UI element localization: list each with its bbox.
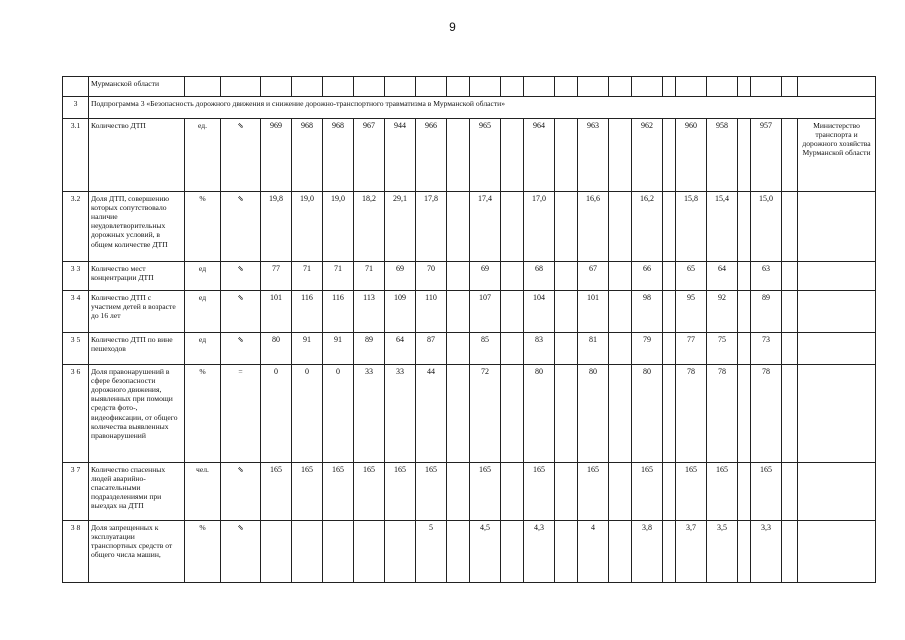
value-cell — [609, 192, 632, 262]
value-cell: 101 — [261, 291, 292, 333]
unit-cell: ед — [185, 333, 221, 365]
value-cell — [663, 521, 676, 583]
indicator-name: Доля запрещенных к эксплуатации транспортных средств от общего числа машин, — [89, 521, 185, 583]
value-cell: 72 — [470, 365, 501, 463]
value-cell — [447, 119, 470, 192]
indicator-name: Количество мест концентрации ДТП — [89, 262, 185, 291]
row-number: 3.2 — [63, 192, 89, 262]
trend-icon: ⇘ — [221, 192, 261, 262]
value-cell: 957 — [751, 119, 782, 192]
value-cell: 4,5 — [470, 521, 501, 583]
value-cell — [501, 365, 524, 463]
value-cell: 165 — [578, 463, 609, 521]
cell-indicator: Мурманской области — [89, 77, 185, 97]
trend-icon: ⇘ — [221, 521, 261, 583]
value-cell: 87 — [416, 333, 447, 365]
trend-icon: = — [221, 365, 261, 463]
unit-cell: чел. — [185, 463, 221, 521]
value-cell — [663, 291, 676, 333]
value-cell: 91 — [292, 333, 323, 365]
subprogram-number: 3 — [63, 97, 89, 119]
value-cell: 69 — [385, 262, 416, 291]
value-cell: 165 — [354, 463, 385, 521]
value-cell — [738, 291, 751, 333]
unit-cell: ед — [185, 262, 221, 291]
value-cell — [609, 119, 632, 192]
value-cell: 17,0 — [524, 192, 555, 262]
value-cell — [738, 463, 751, 521]
value-cell: 80 — [524, 365, 555, 463]
value-cell: 958 — [707, 119, 738, 192]
cell-no — [63, 77, 89, 97]
value-cell — [447, 365, 470, 463]
value-cell: 71 — [323, 262, 354, 291]
value-cell: 3,5 — [707, 521, 738, 583]
indicators-table — [62, 76, 876, 583]
value-cell: 962 — [632, 119, 663, 192]
value-cell — [663, 262, 676, 291]
subprogram-title: Подпрограмма 3 «Безопасность дорожного движения и снижение дорожно-транспортного травматизма в Мурманской области» — [89, 97, 876, 119]
unit-cell: ед — [185, 291, 221, 333]
table-row — [63, 192, 876, 262]
value-cell: 64 — [707, 262, 738, 291]
value-cell: 968 — [292, 119, 323, 192]
unit-cell: % — [185, 365, 221, 463]
value-cell: 77 — [676, 333, 707, 365]
value-cell: 78 — [707, 365, 738, 463]
value-cell — [555, 262, 578, 291]
table-row — [63, 521, 876, 583]
value-cell — [738, 192, 751, 262]
unit-cell: ед. — [185, 119, 221, 192]
responsible-cell — [798, 291, 876, 333]
value-cell — [323, 521, 354, 583]
value-cell: 80 — [261, 333, 292, 365]
value-cell — [261, 521, 292, 583]
value-cell: 71 — [292, 262, 323, 291]
value-cell — [782, 262, 798, 291]
row-number: 3.1 — [63, 119, 89, 192]
value-cell: 73 — [751, 333, 782, 365]
value-cell — [782, 192, 798, 262]
value-cell: 110 — [416, 291, 447, 333]
value-cell — [782, 333, 798, 365]
value-cell: 964 — [524, 119, 555, 192]
value-cell — [738, 521, 751, 583]
value-cell: 70 — [416, 262, 447, 291]
value-cell: 19,0 — [292, 192, 323, 262]
value-cell — [738, 119, 751, 192]
value-cell: 79 — [632, 333, 663, 365]
value-cell: 3,7 — [676, 521, 707, 583]
table-row — [63, 119, 876, 192]
responsible-cell: Министерство транспорта и дорожного хозяйства Мурманской области — [798, 119, 876, 192]
value-cell — [501, 262, 524, 291]
value-cell — [782, 521, 798, 583]
table-row — [63, 291, 876, 333]
value-cell: 15,8 — [676, 192, 707, 262]
value-cell: 107 — [470, 291, 501, 333]
value-cell — [555, 333, 578, 365]
value-cell: 109 — [385, 291, 416, 333]
value-cell: 0 — [261, 365, 292, 463]
value-cell: 89 — [354, 333, 385, 365]
value-cell — [555, 463, 578, 521]
row-number: 3 7 — [63, 463, 89, 521]
value-cell: 104 — [524, 291, 555, 333]
value-cell: 64 — [385, 333, 416, 365]
value-cell: 91 — [323, 333, 354, 365]
responsible-cell — [798, 192, 876, 262]
value-cell — [663, 365, 676, 463]
value-cell: 16,2 — [632, 192, 663, 262]
table-row — [63, 262, 876, 291]
value-cell — [501, 463, 524, 521]
value-cell — [501, 192, 524, 262]
value-cell: 98 — [632, 291, 663, 333]
value-cell: 33 — [385, 365, 416, 463]
value-cell: 4 — [578, 521, 609, 583]
value-cell: 15,4 — [707, 192, 738, 262]
value-cell: 113 — [354, 291, 385, 333]
indicator-name: Доля правонарушений в сфере безопасности дорожного движения, выявленных при помощи средств фото-, видеофиксации, от общего количества выявленных правонарушений — [89, 365, 185, 463]
table-row-continuation — [63, 77, 876, 97]
value-cell — [663, 119, 676, 192]
page-number: 9 — [449, 20, 456, 34]
value-cell — [738, 333, 751, 365]
value-cell — [555, 119, 578, 192]
row-number: 3 5 — [63, 333, 89, 365]
value-cell — [555, 365, 578, 463]
unit-cell: % — [185, 192, 221, 262]
value-cell: 95 — [676, 291, 707, 333]
value-cell — [501, 521, 524, 583]
value-cell: 44 — [416, 365, 447, 463]
responsible-cell — [798, 262, 876, 291]
value-cell: 67 — [578, 262, 609, 291]
value-cell: 165 — [707, 463, 738, 521]
table-row — [63, 333, 876, 365]
table-row — [63, 463, 876, 521]
value-cell: 66 — [632, 262, 663, 291]
indicator-name: Количество ДТП по вине пешеходов — [89, 333, 185, 365]
value-cell — [609, 262, 632, 291]
value-cell — [782, 463, 798, 521]
value-cell — [447, 192, 470, 262]
trend-icon: ⇘ — [221, 463, 261, 521]
value-cell — [447, 262, 470, 291]
value-cell — [782, 119, 798, 192]
value-cell: 83 — [524, 333, 555, 365]
value-cell: 80 — [578, 365, 609, 463]
value-cell — [555, 521, 578, 583]
responsible-cell — [798, 333, 876, 365]
indicator-name: Количество спасенных людей аварийно-спасательными подразделениями при выездах на ДТП — [89, 463, 185, 521]
value-cell: 81 — [578, 333, 609, 365]
value-cell: 75 — [707, 333, 738, 365]
value-cell: 17,8 — [416, 192, 447, 262]
value-cell — [447, 291, 470, 333]
value-cell: 19,0 — [323, 192, 354, 262]
value-cell: 968 — [323, 119, 354, 192]
value-cell: 15,0 — [751, 192, 782, 262]
value-cell — [663, 463, 676, 521]
value-cell: 966 — [416, 119, 447, 192]
value-cell: 165 — [323, 463, 354, 521]
value-cell: 116 — [292, 291, 323, 333]
value-cell: 3,8 — [632, 521, 663, 583]
row-number: 3 6 — [63, 365, 89, 463]
value-cell: 29,1 — [385, 192, 416, 262]
value-cell: 4,3 — [524, 521, 555, 583]
value-cell: 165 — [261, 463, 292, 521]
value-cell — [663, 333, 676, 365]
value-cell: 165 — [385, 463, 416, 521]
value-cell: 89 — [751, 291, 782, 333]
value-cell: 77 — [261, 262, 292, 291]
row-number: 3 8 — [63, 521, 89, 583]
value-cell — [609, 291, 632, 333]
indicator-name: Доля ДТП, совершению которых сопутствовало наличие неудовлетворительных дорожных условий, в общем количестве ДТП — [89, 192, 185, 262]
value-cell: 165 — [676, 463, 707, 521]
trend-icon: ⇘ — [221, 291, 261, 333]
responsible-cell — [798, 463, 876, 521]
value-cell: 967 — [354, 119, 385, 192]
value-cell: 0 — [292, 365, 323, 463]
value-cell: 165 — [292, 463, 323, 521]
value-cell — [354, 521, 385, 583]
indicator-name: Количество ДТП с участием детей в возрасте до 16 лет — [89, 291, 185, 333]
subprogram-row — [63, 97, 876, 119]
value-cell — [501, 291, 524, 333]
value-cell: 165 — [751, 463, 782, 521]
table-row — [63, 365, 876, 463]
value-cell: 165 — [632, 463, 663, 521]
responsible-cell — [798, 521, 876, 583]
value-cell: 63 — [751, 262, 782, 291]
value-cell — [385, 521, 416, 583]
value-cell: 944 — [385, 119, 416, 192]
value-cell: 65 — [676, 262, 707, 291]
value-cell: 71 — [354, 262, 385, 291]
value-cell — [555, 291, 578, 333]
value-cell — [292, 521, 323, 583]
value-cell — [555, 192, 578, 262]
value-cell — [609, 521, 632, 583]
value-cell: 85 — [470, 333, 501, 365]
value-cell: 17,4 — [470, 192, 501, 262]
value-cell — [782, 365, 798, 463]
value-cell: 116 — [323, 291, 354, 333]
responsible-cell — [798, 365, 876, 463]
value-cell: 80 — [632, 365, 663, 463]
value-cell: 165 — [470, 463, 501, 521]
value-cell: 963 — [578, 119, 609, 192]
value-cell: 33 — [354, 365, 385, 463]
value-cell — [609, 333, 632, 365]
value-cell: 969 — [261, 119, 292, 192]
trend-icon: ⇘ — [221, 119, 261, 192]
value-cell: 19,8 — [261, 192, 292, 262]
value-cell: 165 — [416, 463, 447, 521]
value-cell: 960 — [676, 119, 707, 192]
value-cell — [609, 463, 632, 521]
unit-cell: % — [185, 521, 221, 583]
value-cell — [738, 365, 751, 463]
value-cell: 965 — [470, 119, 501, 192]
indicator-name: Количество ДТП — [89, 119, 185, 192]
value-cell: 165 — [524, 463, 555, 521]
value-cell: 92 — [707, 291, 738, 333]
value-cell: 0 — [323, 365, 354, 463]
trend-icon: ⇘ — [221, 262, 261, 291]
value-cell: 101 — [578, 291, 609, 333]
row-number: 3 3 — [63, 262, 89, 291]
value-cell: 78 — [676, 365, 707, 463]
value-cell — [609, 365, 632, 463]
value-cell: 3,3 — [751, 521, 782, 583]
value-cell — [501, 333, 524, 365]
value-cell: 78 — [751, 365, 782, 463]
value-cell — [447, 463, 470, 521]
value-cell: 68 — [524, 262, 555, 291]
value-cell — [663, 192, 676, 262]
value-cell — [501, 119, 524, 192]
row-number: 3 4 — [63, 291, 89, 333]
value-cell — [447, 333, 470, 365]
value-cell: 18,2 — [354, 192, 385, 262]
value-cell: 16,6 — [578, 192, 609, 262]
value-cell — [447, 521, 470, 583]
value-cell: 69 — [470, 262, 501, 291]
value-cell — [738, 262, 751, 291]
trend-icon: ⇘ — [221, 333, 261, 365]
value-cell — [782, 291, 798, 333]
value-cell: 5 — [416, 521, 447, 583]
